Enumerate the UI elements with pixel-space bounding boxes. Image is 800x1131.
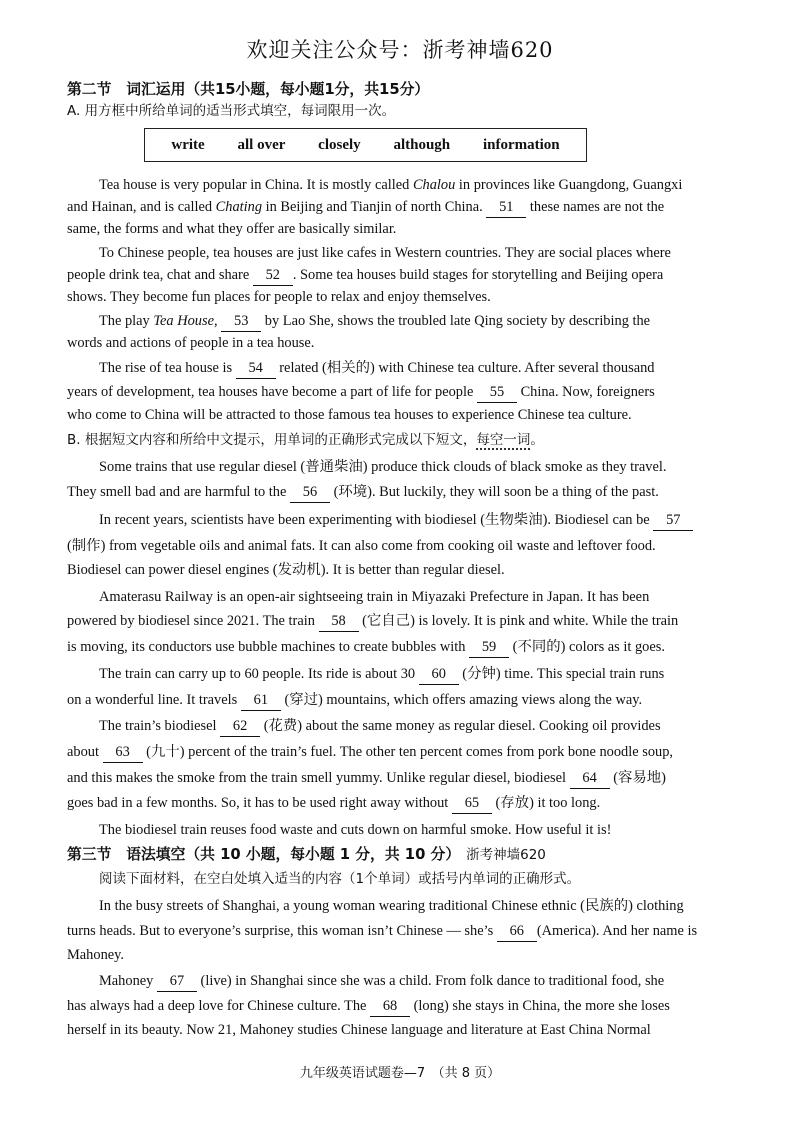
text-line: The train’s biodiesel 62 (花费) about the same money as regular diesel. Cooking oil provides xyxy=(99,716,732,737)
text-line: and Hainan, and is called Chating in Beijing and Tianjin of north China. 51 these names are not the xyxy=(67,197,732,218)
text-line: They smell bad and are harmful to the 56 (环境). But luckily, they will soon be a thing of the past. xyxy=(67,482,732,503)
blank-53[interactable]: 53 xyxy=(221,311,261,332)
blank-52[interactable]: 52 xyxy=(253,265,293,286)
text-line: shows. They become fun places for people to relax and enjoy themselves. xyxy=(67,289,491,305)
text-line: (制作) from vegetable oils and animal fats. It can also come from cooking oil waste and leftover food. xyxy=(67,538,656,554)
text-line: Amaterasu Railway is an open-air sightseeing train in Miyazaki Prefecture in Japan. It has been xyxy=(99,589,650,605)
text-line: To Chinese people, tea houses are just like cafes in Western countries. They are social places where xyxy=(99,245,671,261)
text-line: Mahoney. xyxy=(67,947,125,963)
text-line: herself in its beauty. Now 21, Mahoney studies Chinese language and literature at East China Normal xyxy=(67,1022,651,1038)
blank-62[interactable]: 62 xyxy=(220,716,260,737)
blank-54[interactable]: 54 xyxy=(236,358,276,379)
word-box-item: information xyxy=(482,136,560,153)
text-line: people drink tea, chat and share 52 . Some tea houses build stages for storytelling and Beijing opera xyxy=(67,265,732,286)
text-line: Biodiesel can power diesel engines (发动机). It is better than regular diesel. xyxy=(67,562,505,578)
text-line: Tea house is very popular in China. It is mostly called Chalou in provinces like Guangdong, Guangxi xyxy=(99,177,683,193)
blank-51[interactable]: 51 xyxy=(486,197,526,218)
blank-65[interactable]: 65 xyxy=(452,793,492,814)
text-line: who come to China will be attracted to those famous tea houses to experience Chinese tea culture. xyxy=(67,407,632,423)
text-line: on a wonderful line. It travels 61 (穿过) mountains, which offers amazing views along the way. xyxy=(67,690,732,711)
blank-64[interactable]: 64 xyxy=(570,768,610,789)
text-line: Mahoney 67 (live) in Shanghai since she was a child. From folk dance to traditional food, she xyxy=(99,971,732,992)
text-line: same, the forms and what they offer are basically similar. xyxy=(67,221,397,237)
text-line: The train can carry up to 60 people. Its ride is about 30 60 (分钟) time. This special train runs xyxy=(99,664,732,685)
word-box-item: all over xyxy=(237,136,286,153)
blank-63[interactable]: 63 xyxy=(103,742,143,763)
text-line: is moving, its conductors use bubble machines to create bubbles with 59 (不同的) colors as it goes. xyxy=(67,637,732,658)
section2-title: 第二节 词汇运用（共15小题，每小题1分，共15分） xyxy=(67,81,430,98)
blank-60[interactable]: 60 xyxy=(419,664,459,685)
blank-68[interactable]: 68 xyxy=(370,996,410,1017)
text-line: goes bad in a few months. So, it has to be used right away without 65 (存放) it too long. xyxy=(67,793,732,814)
blank-55[interactable]: 55 xyxy=(477,382,517,403)
text-line: and this makes the smoke from the train smell yummy. Unlike regular diesel, biodiesel 64 (容易地) xyxy=(67,768,732,789)
text-line: In the busy streets of Shanghai, a young woman wearing traditional Chinese ethnic (民族的) clothing xyxy=(99,898,684,914)
partB-instruction: B. 根据短文内容和所给中文提示，用单词的正确形式完成以下短文，每空一词。 xyxy=(67,432,544,448)
text-line: has always had a deep love for Chinese culture. The 68 (long) she stays in China, the more she loses xyxy=(67,996,732,1017)
blank-67[interactable]: 67 xyxy=(157,971,197,992)
word-box-item: closely xyxy=(318,136,361,153)
text-line: The play Tea House, 53 by Lao She, shows the troubled late Qing society by describing the xyxy=(99,311,732,332)
text-line: Some trains that use regular diesel (普通柴油) produce thick clouds of black smoke as they travel. xyxy=(99,459,667,475)
text-line: In recent years, scientists have been experimenting with biodiesel (生物柴油). Biodiesel can be 57 xyxy=(99,510,732,531)
partA-instruction: A. 用方框中所给单词的适当形式填空，每词限用一次。 xyxy=(67,103,396,119)
text-line: The rise of tea house is 54 related (相关的) with Chinese tea culture. After several thousand xyxy=(99,358,732,379)
section3-instruction: 阅读下面材料，在空白处填入适当的内容（1个单词）或括号内单词的正确形式。 xyxy=(99,871,581,887)
text-line: words and actions of people in a tea house. xyxy=(67,335,315,351)
word-box-item: write xyxy=(171,136,205,153)
blank-66[interactable]: 66 xyxy=(497,921,537,942)
text-line: turns heads. But to everyone’s surprise, this woman isn’t Chinese — she’s 66 (America). And her name is xyxy=(67,921,732,942)
word-box xyxy=(144,128,587,162)
text-line: years of development, tea houses have become a part of life for people 55 China. Now, foreigners xyxy=(67,382,732,403)
section3-title: 第三节 语法填空（共 10 小题，每小题 1 分，共 10 分） 浙考神墙620 xyxy=(67,846,546,863)
text-line: about 63 (九十) percent of the train’s fuel. The other ten percent comes from pork bone noodle soup, xyxy=(67,742,732,763)
blank-57[interactable]: 57 xyxy=(653,510,693,531)
page-header: 欢迎关注公众号：浙考神墙620 xyxy=(246,38,554,62)
blank-59[interactable]: 59 xyxy=(469,637,509,658)
blank-58[interactable]: 58 xyxy=(319,611,359,632)
text-line: The biodiesel train reuses food waste and cuts down on harmful smoke. How useful it is! xyxy=(99,822,612,838)
blank-61[interactable]: 61 xyxy=(241,690,281,711)
word-box-item: although xyxy=(393,136,451,153)
watermark-text: 浙考神墙620 xyxy=(466,847,546,863)
text-line: powered by biodiesel since 2021. The train 58 (它自己) is lovely. It is pink and white. While the train xyxy=(67,611,732,632)
blank-56[interactable]: 56 xyxy=(290,482,330,503)
page-footer: 九年级英语试题卷—7 （共 8 页） xyxy=(299,1066,501,1081)
